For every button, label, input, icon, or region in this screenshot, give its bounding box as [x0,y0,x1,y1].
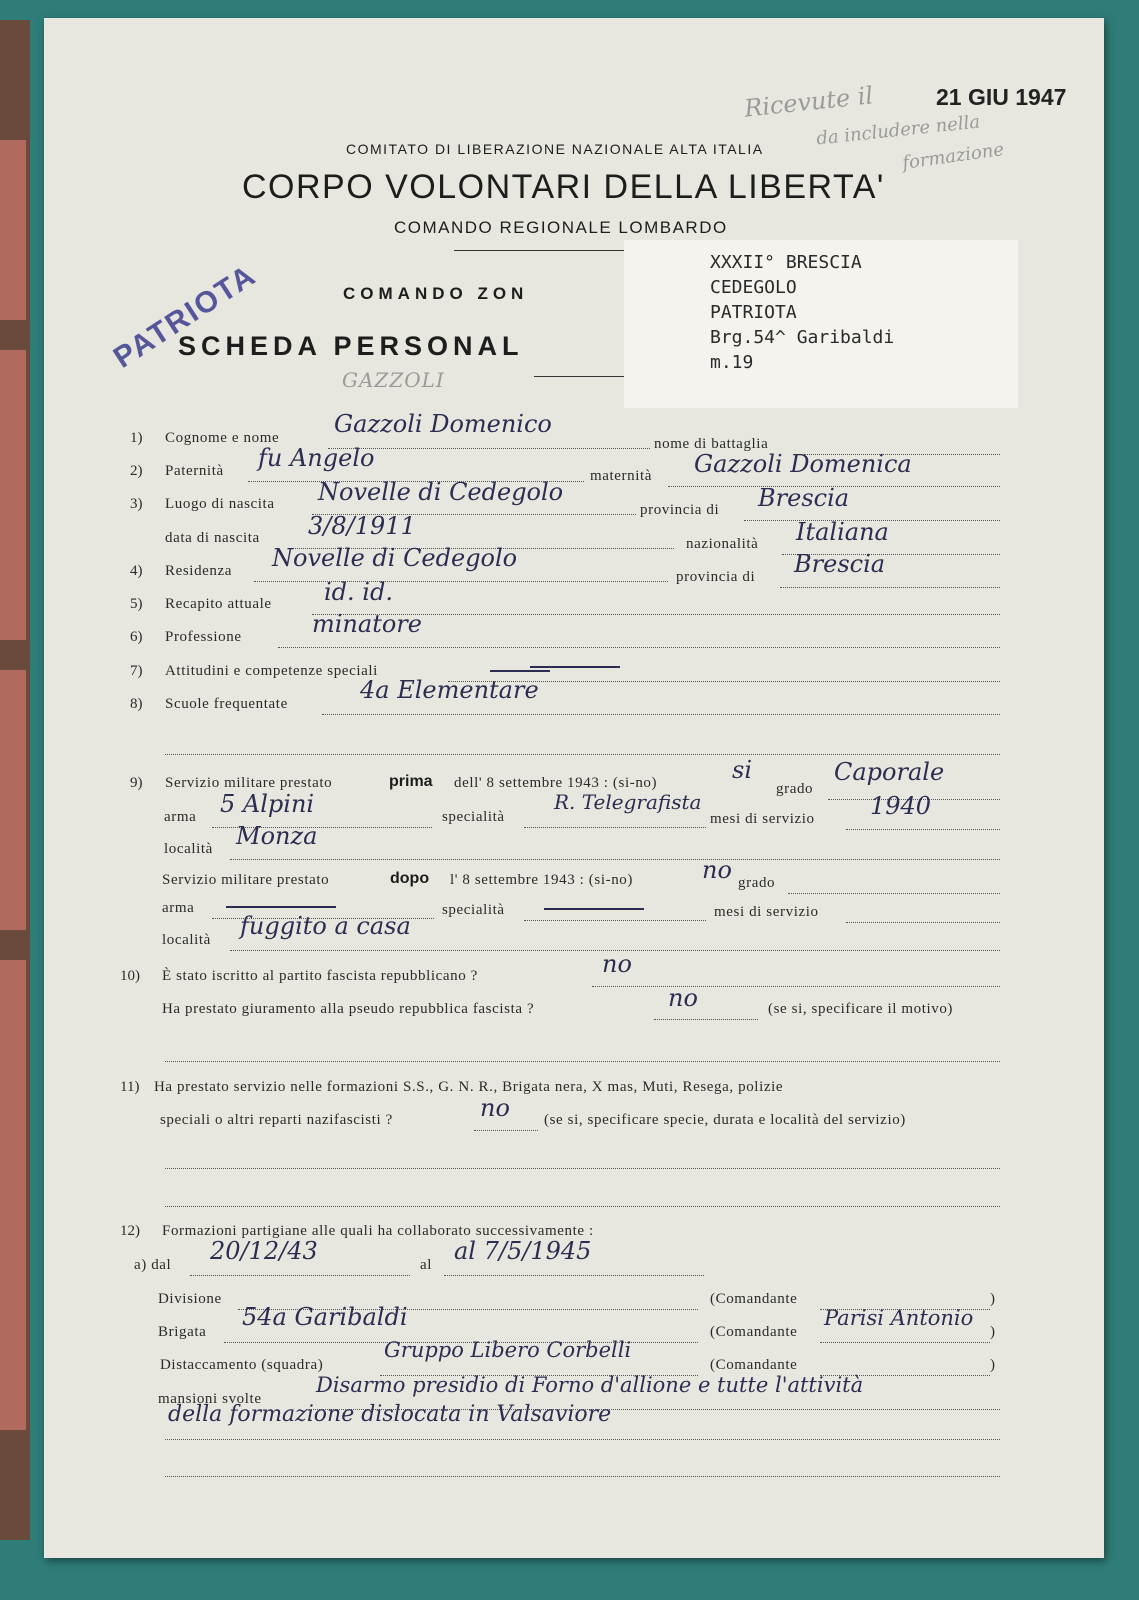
value-cognome-nome: Gazzoli Domenico [334,410,552,438]
binder-tab [0,140,26,320]
label-grado: grado [776,781,814,797]
header-title: CORPO VOLONTARI DELLA LIBERTA' [242,168,885,206]
value-recapito: id. id. [324,578,393,606]
dotted-line [254,581,668,582]
label-maternita: maternità [590,468,653,484]
value-localita-dopo: fuggito a casa [240,912,411,940]
label-provincia: provincia di [640,502,720,518]
document-page [44,18,1104,1558]
pencil-note: formazione [901,138,1006,175]
field-number: 7) [130,663,143,679]
close-paren: ) [990,1357,996,1373]
close-paren: ) [990,1291,996,1307]
value-provincia: Brescia [758,484,850,512]
label-specificare-servizio: (se si, specificare specie, durata e località del servizio) [544,1112,906,1128]
value-data-nascita: 3/8/1911 [308,512,416,540]
value-residenza: Novelle di Cedegolo [272,544,518,572]
label-divisione: Divisione [158,1291,222,1307]
label-localita: località [164,841,213,857]
binder-tab [0,670,26,930]
label-nome-battaglia: nome di battaglia [654,436,769,452]
binder-edge [0,20,30,1540]
dotted-line [165,1061,1000,1062]
field-number: 4) [130,563,143,579]
label-cognome-nome: Cognome e nome [165,430,280,446]
label-brigata: Brigata [158,1324,207,1340]
typed-label-line: XXXII° BRESCIA [710,252,862,273]
dotted-line [278,647,1000,648]
label-mansioni: mansioni svolte [158,1391,262,1407]
label-dopo: dopo [390,870,430,887]
label-giuramento: Ha prestato giuramento alla pseudo repubblica fascista ? [162,1001,535,1017]
binder-tab [0,350,26,640]
value-al: al 7/5/1945 [454,1237,592,1265]
field-number: 9) [130,775,143,791]
header-comando-regionale: COMANDO REGIONALE LOMBARDO [394,218,728,237]
label-partito-fascista: È stato iscritto al partito fascista repubblicano ? [162,968,478,984]
value-scuole: 4a Elementare [360,676,539,704]
dotted-line [524,920,706,921]
dotted-line [592,986,1000,987]
field-number: 3) [130,496,143,512]
comando-zona: COMANDO ZON [343,284,529,303]
label-prima: prima [389,773,433,790]
value-dal: 20/12/43 [210,1237,318,1265]
label-comandante: (Comandante [710,1324,798,1340]
label-paternita: Paternità [165,463,224,479]
dotted-line [190,1275,410,1276]
field-number: 2) [130,463,143,479]
value-mesi-servizio: 1940 [870,792,932,820]
field-number: 8) [130,696,143,712]
value-comandante-brigata: Parisi Antonio [824,1306,974,1330]
value-distaccamento: Gruppo Libero Corbelli [384,1338,632,1362]
label-attitudini: Attitudini e competenze speciali [165,663,378,679]
value-specialita: R. Telegrafista [554,790,702,814]
dotted-line [846,922,1000,923]
label-mesi-servizio: mesi di servizio [710,811,815,827]
dotted-line [820,1342,990,1343]
binder-tab [0,960,26,1430]
label-grado-dopo: grado [738,875,776,891]
dotted-line [328,448,650,449]
label-distaccamento: Distaccamento (squadra) [160,1357,324,1373]
label-al: al [420,1257,433,1273]
value-nazionalita: Italiana [796,518,889,546]
label-dal: a) dal [134,1257,172,1273]
label-servizio-dopo: Servizio militare prestato [162,872,330,888]
value-professione: minatore [312,610,422,638]
field-number: 11) [120,1079,140,1095]
pencil-surname: GAZZOLI [342,368,445,392]
dash-mark [544,908,644,910]
label-provincia: provincia di [676,569,756,585]
value-provincia: Brescia [794,550,886,578]
field-number: 6) [130,629,143,645]
value-sino-dopo: no [702,856,732,884]
dotted-line [846,829,1000,830]
typed-label-line: m.19 [710,352,754,373]
dotted-line [474,1130,538,1131]
label-professione: Professione [165,629,242,645]
typed-label-line: CEDEGOLO [710,277,797,298]
value-partito-fascista: no [602,950,632,978]
label-data-nascita: data di nascita [165,530,260,546]
value-luogo-nascita: Novelle di Cedegolo [318,478,564,506]
label-nazionalita: nazionalità [686,536,759,552]
dotted-line [780,587,1000,588]
dotted-line [788,893,1000,894]
dotted-line [165,754,1000,755]
value-sino-prima: si [732,756,752,784]
dotted-line [165,1168,1000,1169]
label-formazioni-ss: Ha prestato servizio nelle formazioni S.S., G. N. R., Brigata nera, X mas, Muti, Resega, polizie [154,1079,784,1095]
label-servizio-prima: Servizio militare prestato [165,775,333,791]
value-reparti-nazifascisti: no [480,1094,510,1122]
dotted-line [654,1019,758,1020]
label-recapito: Recapito attuale [165,596,272,612]
field-number: 1) [130,430,143,446]
scheda-personale: SCHEDA PERSONAL [178,331,524,361]
label-specialita-dopo: specialità [442,902,505,918]
dash-mark [490,670,550,672]
label-arma: arma [164,809,197,825]
value-maternita: Gazzoli Domenica [694,450,912,478]
dotted-line [165,1476,1000,1477]
value-localita: Monza [236,822,318,850]
date-stamp: 21 GIU 1947 [936,84,1067,110]
field-number: 10) [120,968,140,984]
typed-label [624,240,1018,408]
value-grado: Caporale [834,758,945,786]
label-specificare-motivo: (se si, specificare il motivo) [768,1001,954,1017]
label-8-settembre: dell' 8 settembre 1943 : (si-no) [454,775,658,791]
value-giuramento: no [668,984,698,1012]
value-arma: 5 Alpini [220,790,315,818]
patriota-stamp: PATRIOTA [107,258,263,375]
dotted-line [230,859,1000,860]
label-residenza: Residenza [165,563,233,579]
field-number: 12) [120,1223,140,1239]
typed-label-line: PATRIOTA [710,302,797,323]
label-scuole: Scuole frequentate [165,696,288,712]
label-comandante: (Comandante [710,1291,798,1307]
label-8-settembre-dopo: l' 8 settembre 1943 : (si-no) [450,872,633,888]
dotted-line [524,827,706,828]
field-number: 5) [130,596,143,612]
dotted-line [444,1275,704,1276]
dash-mark [530,666,620,668]
close-paren: ) [990,1324,996,1340]
pencil-note: da includere nella [815,111,982,150]
label-arma-dopo: arma [162,900,195,916]
dash-mark [226,906,336,908]
label-reparti-nazifascisti: speciali o altri reparti nazifascisti ? [160,1112,393,1128]
label-mesi-servizio-dopo: mesi di servizio [714,904,819,920]
label-luogo-nascita: Luogo di nascita [165,496,275,512]
value-mansioni: Disarmo presidio di Forno d'allione e tutte l'attività [316,1373,864,1397]
dotted-line [165,1439,1000,1440]
header-rule [534,376,624,377]
label-specialita: specialità [442,809,505,825]
pencil-note: Ricevute il [742,81,875,123]
value-brigata: 54a Garibaldi [242,1303,408,1331]
dotted-line [322,714,1000,715]
label-formazioni-partigiane: Formazioni partigiane alle quali ha collaborato successivamente : [162,1223,594,1239]
dotted-line [165,1206,1000,1207]
typed-label-line: Brg.54^ Garibaldi [710,327,895,348]
header-cln: COMITATO DI LIBERAZIONE NAZIONALE ALTA ITALIA [346,141,764,157]
label-comandante: (Comandante [710,1357,798,1373]
value-mansioni-cont: della formazione dislocata in Valsaviore [168,1402,612,1427]
label-localita-dopo: località [162,932,211,948]
value-paternita: fu Angelo [258,444,375,472]
